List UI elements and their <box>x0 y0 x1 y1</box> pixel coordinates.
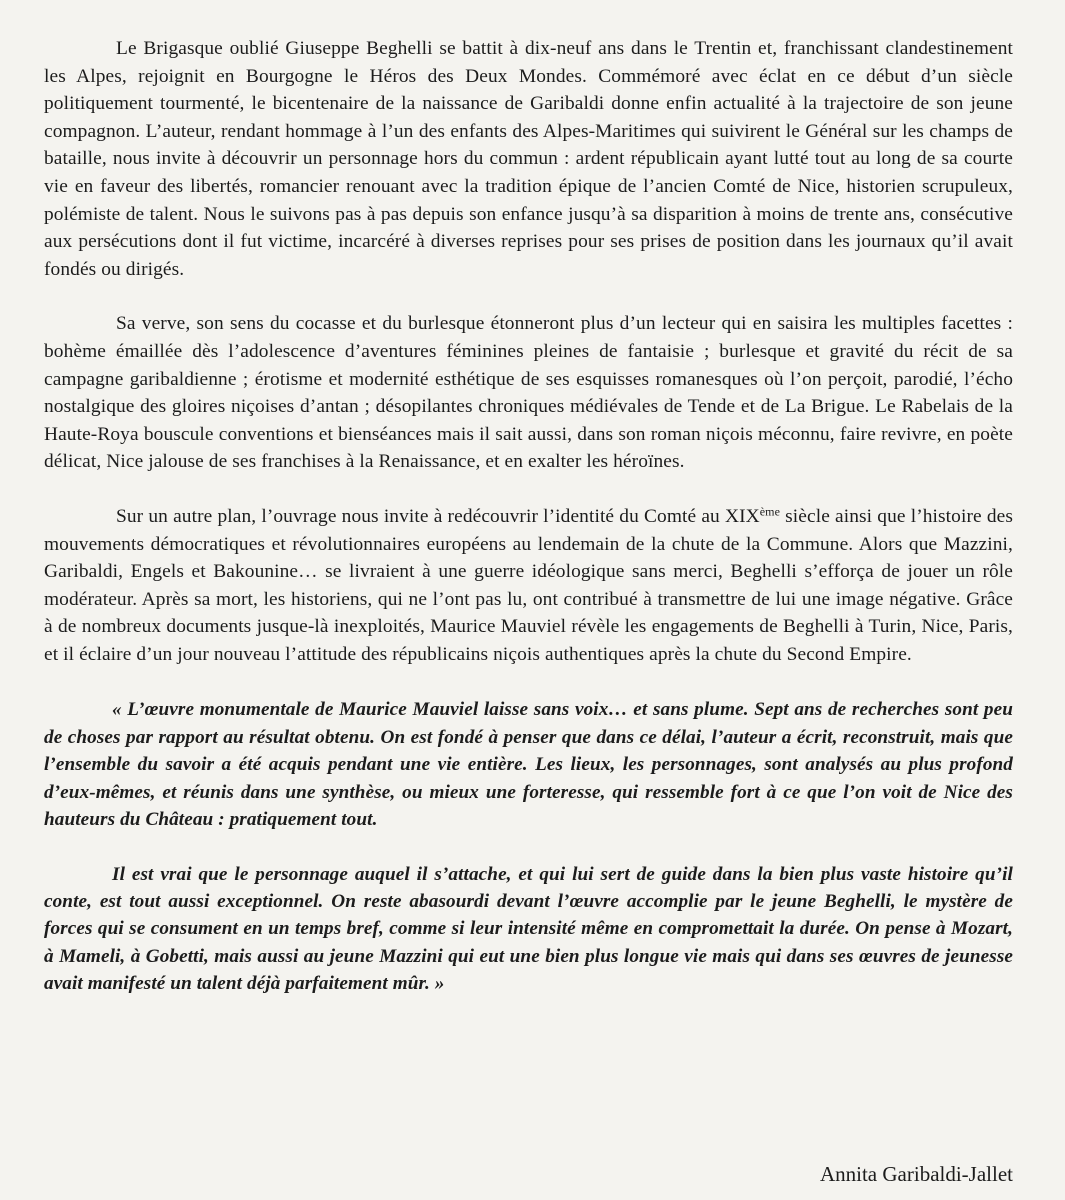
quote-paragraph-2: Il est vrai que le personnage auquel il s’attache, et qui lui sert de guide dans la bien plus vaste histoire qu’il conte, est tout aussi exceptionnel. On reste abasourdi devant l’œuvre accomplie par le jeune Beghelli, le mystère de forces qui se consument en un temps bref, comme si leur intensité même en compromettait la durée. On pense à Mozart, à Mameli, à Gobetti, mais aussi au jeune Mazzini qui eut une bien plus longue vie mais qui dans ses œuvres de jeunesse avait manifesté un talent déjà parfaitement mûr. » <box>44 863 1013 995</box>
paragraph-2: Sa verve, son sens du cocasse et du burlesque étonneront plus d’un lecteur qui en saisira les multiples facettes : bohème émaillée dès l’adolescence d’aventures féminines pleines de fantaisie ; burlesque et gravité du récit de sa campagne garibaldienne ; érotisme et modernité esthétique de ses esquisses romanesques où l’on perçoit, parodié, l’écho nostalgique des gloires niçoises d’antan ; désopilantes chroniques médiévales de Tende et de La Brigue. Le Rabelais de la Haute-Roya bouscule conventions et bienséances mais il sait aussi, dans son roman niçois méconnu, faire revivre, en poète délicat, Nice jalouse de ses franchises à la Renaissance, et en exalter les héroïnes. <box>44 313 1013 473</box>
paragraph-3-text-start: Sur un autre plan, l’ouvrage nous invite à redécouvrir l’identité du Comté au XIX <box>116 505 760 527</box>
century-superscript: ème <box>759 504 781 519</box>
quote-paragraph-1: « L’œuvre monumentale de Maurice Mauviel laisse sans voix… et sans plume. Sept ans de recherches sont peu de choses par rapport au résultat obtenu. On est fondé à penser que dans ce délai, l’auteur a écrit, reconstruit, mais que l’ensemble du savoir a été acquis pendant une vie entière. Les lieux, les personnages, sont analysés au plus profond d’eux-mêmes, et réunis dans une synthèse, ou mieux une forteresse, qui ressemble fort à ce que l’on voit de Nice des hauteurs du Château : pratiquement tout. <box>44 699 1013 831</box>
paragraph-3 <box>44 503 1013 669</box>
signature: Annita Garibaldi-Jallet <box>819 1162 1013 1186</box>
paragraph-3-text-end: siècle ainsi que l’histoire des mouvements démocratiques et révolutionnaires européens au lendemain de la chute de la Commune. Alors que Mazzini, Garibaldi, Engels et Bakounine… se livraient à une guerre idéologique sans merci, Beghelli s’efforça de jouer un rôle modérateur. Après sa mort, les historiens, qui ne l’ont pas lu, ont contribué à transmettre de lui une image négative. Grâce à de nombreux documents jusque-là inexploités, Maurice Mauviel révèle les engagements de Beghelli à Turin, Nice, Paris, et il éclaire d’un jour nouveau l’attitude des républicains niçois authentiques après la chute du Second Empire. <box>44 505 1013 665</box>
paragraph-1: Le Brigasque oublié Giuseppe Beghelli se battit à dix-neuf ans dans le Trentin et, franchissant clandestinement les Alpes, rejoignit en Bourgogne le Héros des Deux Mondes. Commémoré avec éclat en ce début d’un siècle politiquement tourmenté, le bicentenaire de la naissance de Garibaldi donne enfin actualité à la trajectoire de son jeune compagnon. L’auteur, rendant hommage à l’un des enfants des Alpes-Maritimes qui suivirent le Général sur les champs de bataille, nous invite à découvrir un personnage hors du commun : ardent républicain ayant lutté tout au long de sa courte vie en faveur des libertés, romancier renouant avec la tradition épique de l’ancien Comté de Nice, historien scrupuleux, polémiste de talent. Nous le suivons pas à pas depuis son enfance jusqu’à sa disparition à moins de trente ans, consécutive aux persécutions dont il fut victime, incarcéré à diverses reprises pour ses prises de position dans les journaux qu’il avait fondés ou dirigés. <box>44 38 1013 280</box>
